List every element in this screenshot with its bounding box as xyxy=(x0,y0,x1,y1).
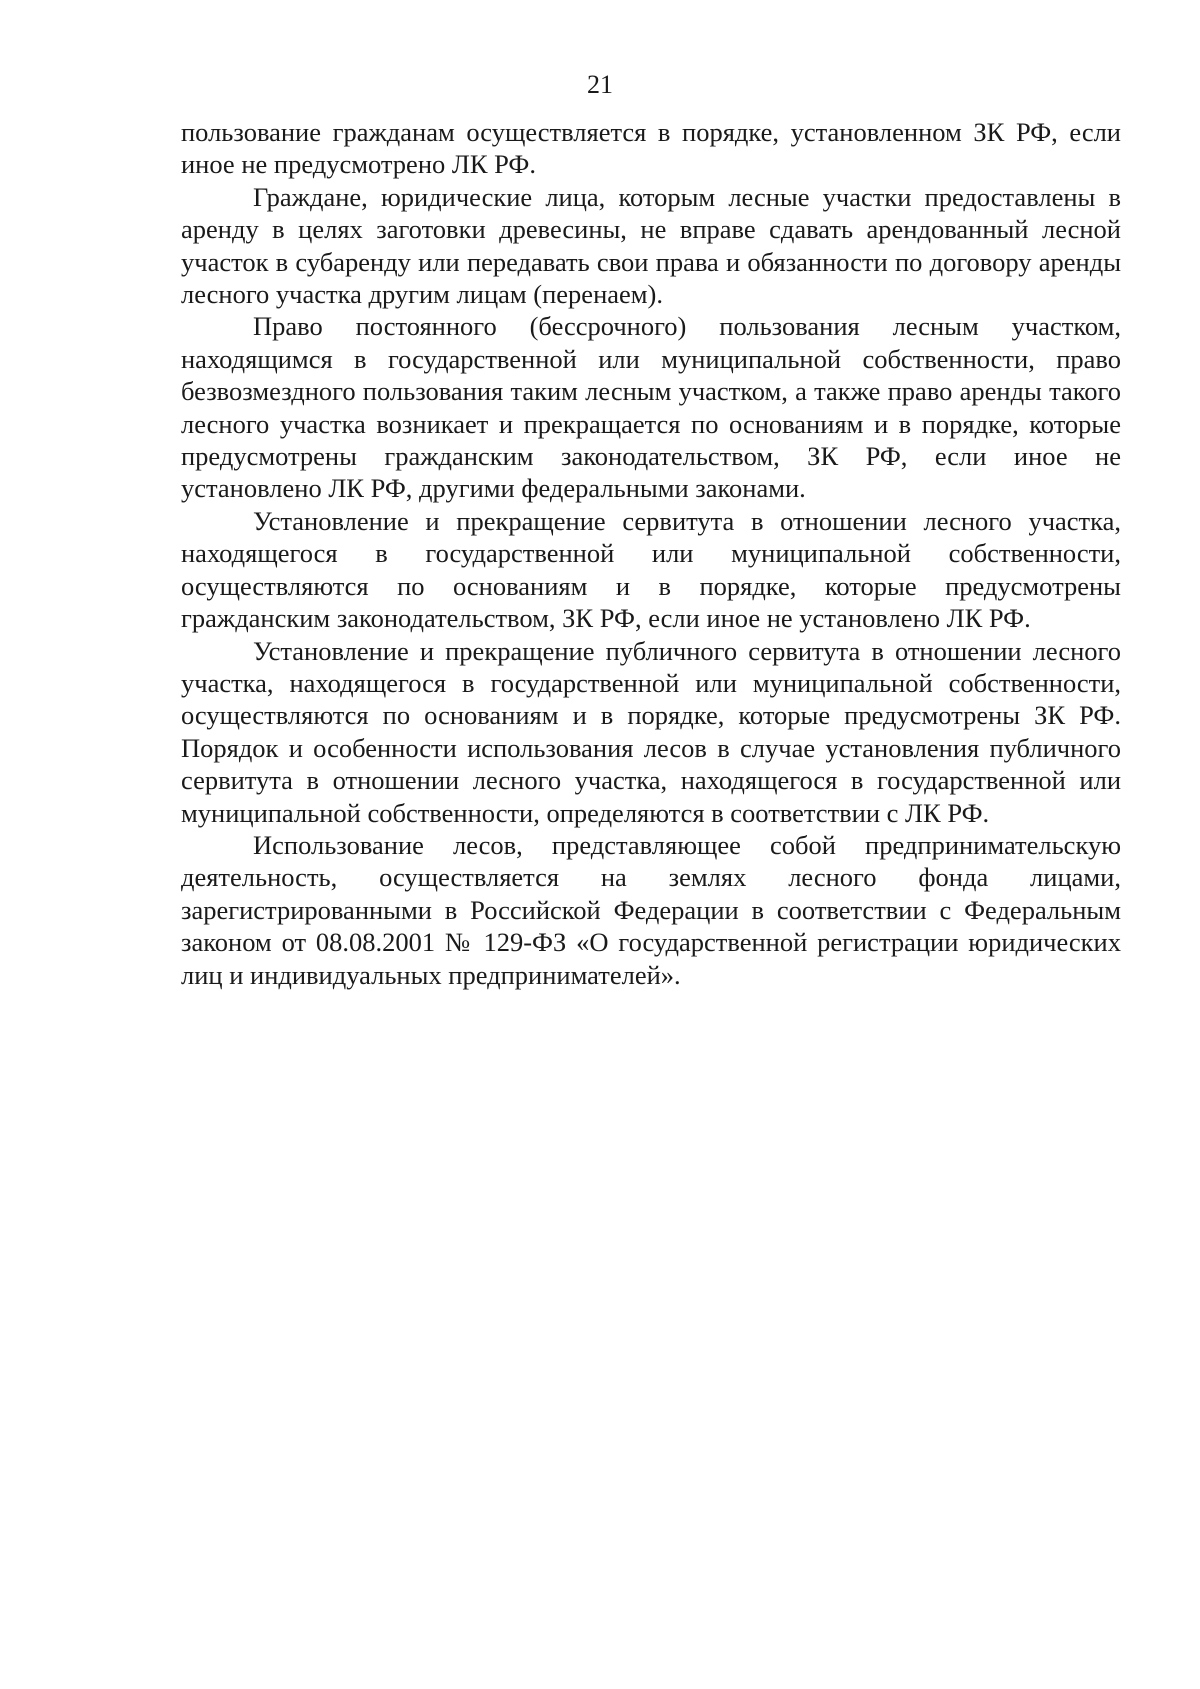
paragraph-entrepreneurial-use: Использование лесов, представляющее собой предпринимательскую деятельность, осуществляется на землях лесного фонда лицами, зарегистрированными в Российской Федерации в соответствии с Федеральным законом от 08.08.2001 № 129-ФЗ «О государственной регистрации юридических лиц и индивидуальных предпринимателей». xyxy=(181,829,1121,990)
paragraph-continuation: пользование гражданам осуществляется в порядке, установленном ЗК РФ, если иное не предусмотрено ЛК РФ. xyxy=(181,117,1121,180)
paragraph-servitude: Установление и прекращение сервитута в отношении лесного участка, находящегося в государственной или муниципальной собственности, осуществляются по основаниям и в порядке, которые предусмотрены гражданским законодательством, ЗК РФ, если иное не установлено ЛК РФ. xyxy=(181,505,1121,634)
document-body xyxy=(181,116,1121,991)
paragraph-sublease-restriction: Граждане, юридические лица, которым лесные участки предоставлены в аренду в целях заготовки древесины, не вправе сдавать арендованный лесной участок в субаренду или передавать свои права и обязанности по договору аренды лесного участка другим лицам (перенаем). xyxy=(181,181,1121,310)
page-number: 21 xyxy=(587,70,613,99)
paragraph-public-servitude: Установление и прекращение публичного сервитута в отношении лесного участка, находящегося в государственной или муниципальной собственности, осуществляются по основаниям и в порядке, которые предусмотрены ЗК РФ. Порядок и особенности использования лесов в случае установления публичного сервитута в отношении лесного участка, находящегося в государственной или муниципальной собственности, определяются в соответствии с ЛК РФ. xyxy=(181,635,1121,828)
paragraph-permanent-use-right: Право постоянного (бессрочного) пользования лесным участком, находящимся в государственной или муниципальной собственности, право безвозмездного пользования таким лесным участком, а также право аренды такого лесного участка возникает и прекращается по основаниям и в порядке, которые предусмотрены гражданским законодательством, ЗК РФ, если иное не установлено ЛК РФ, другими федеральными законами. xyxy=(181,311,1121,504)
